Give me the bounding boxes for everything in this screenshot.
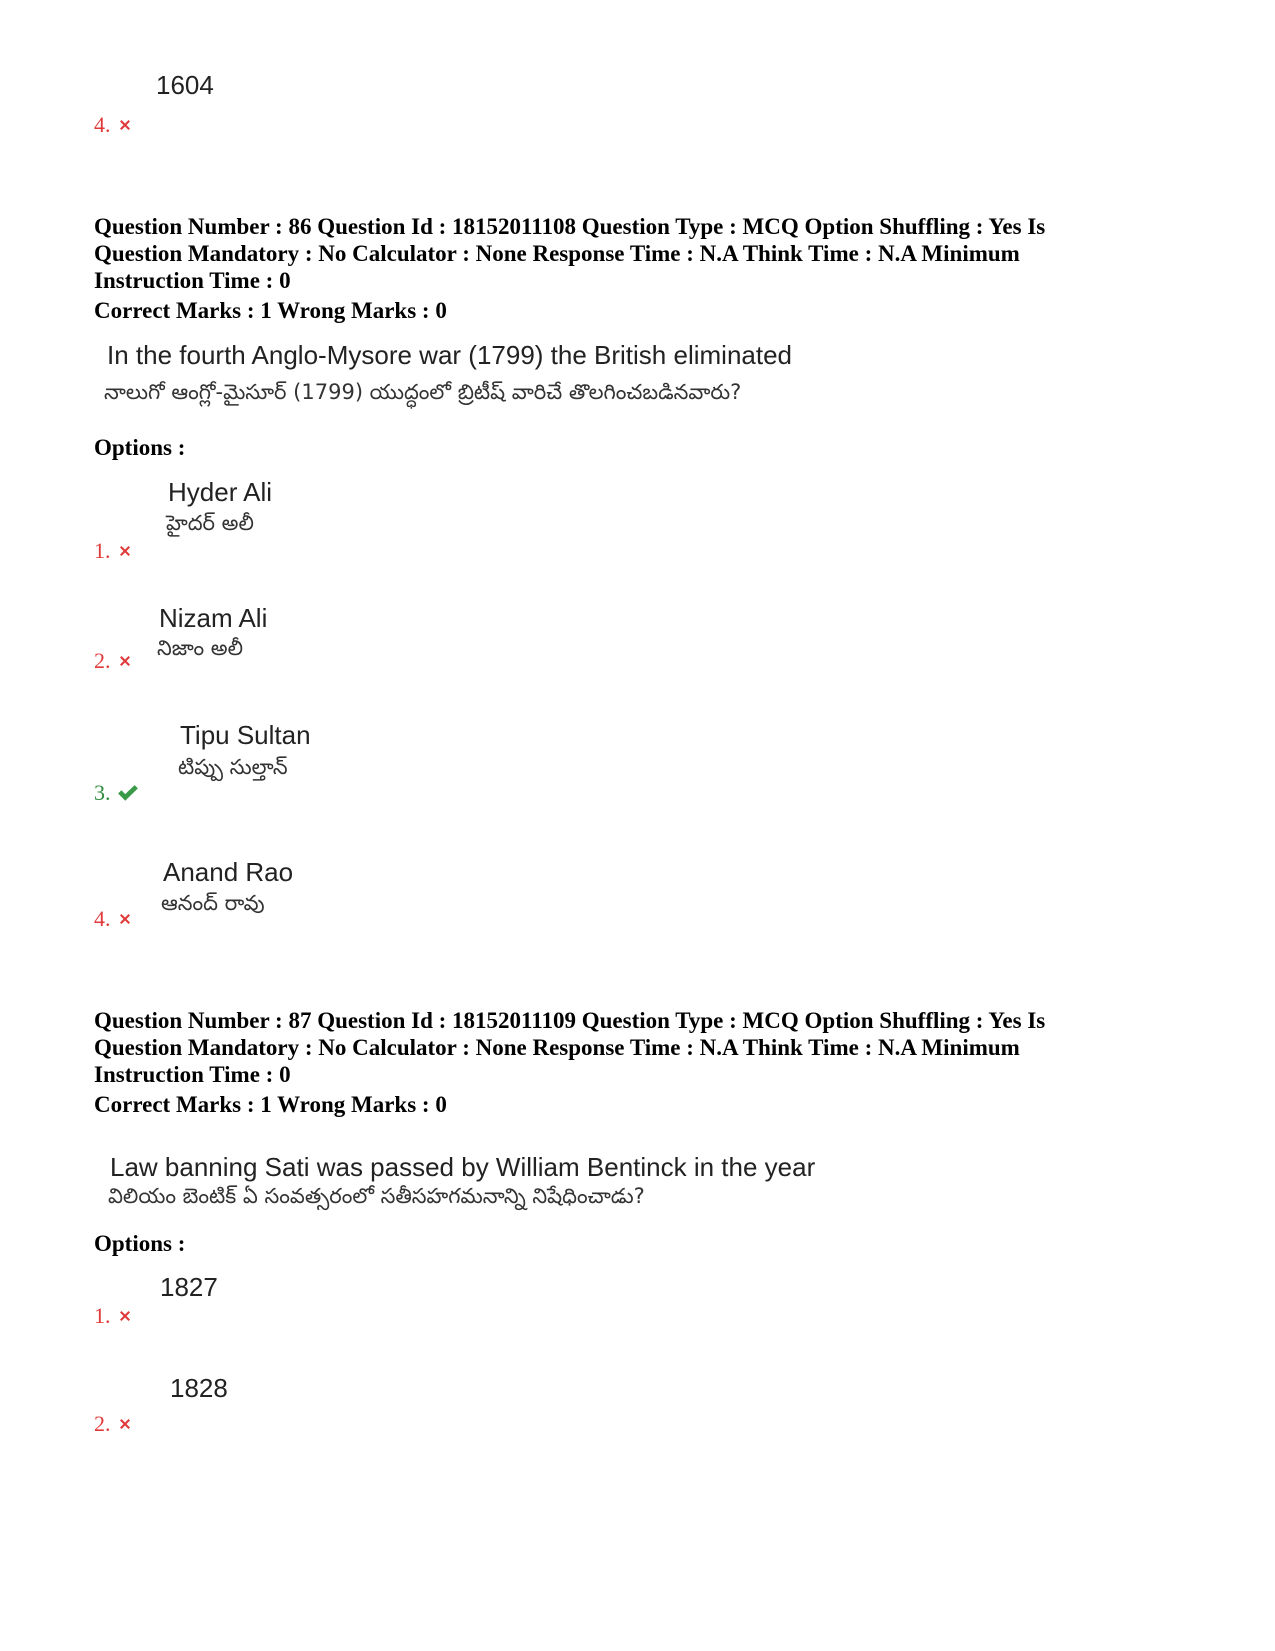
option-text-en: Hyder Ali: [168, 477, 273, 507]
option-text-en: Anand Rao: [163, 857, 294, 887]
option-number-label: 4.: [94, 906, 111, 931]
option-number: [94, 112, 133, 138]
option-number: [94, 538, 133, 564]
question-text-en: Law banning Sati was passed by William Bentinck in the year: [110, 1152, 816, 1182]
cross-icon: [117, 1416, 133, 1432]
option-text: 1604: [156, 70, 214, 100]
option-text-en: Nizam Ali: [159, 603, 268, 633]
question-marks: Correct Marks : 1 Wrong Marks : 0: [94, 298, 447, 323]
question-marks: Correct Marks : 1 Wrong Marks : 0: [94, 1092, 447, 1117]
option-number-label: 2.: [94, 648, 111, 673]
question-text-te: విలియం బెంటిక్ ఏ సంవత్సరంలో సతీసహగమనాన్ని నిషేధించాడు?: [108, 1184, 645, 1208]
option-number: [94, 648, 133, 674]
option-text-te: నిజాం అలీ: [157, 636, 243, 660]
option-number-label: 2.: [94, 1411, 111, 1436]
option-number: [94, 906, 133, 932]
question-meta: Question Number : 87 Question Id : 18152011109 Question Type : MCQ Option Shuffling : Yes Is Question Mandatory : No Calculator : None Response Time : N.A Think Time : N.A Minimum Instruction Time : 0: [94, 1008, 1046, 1087]
option-text-te: ఆనంద్ రావు: [161, 891, 265, 915]
option-number: [94, 1411, 133, 1437]
option-number-label: 1.: [94, 538, 111, 563]
check-icon: [117, 784, 139, 802]
option-number-label: 4.: [94, 112, 111, 137]
options-label: Options :: [94, 1231, 186, 1256]
cross-icon: [117, 653, 133, 669]
question-text-en: In the fourth Anglo-Mysore war (1799) the British eliminated: [107, 340, 793, 370]
options-label: Options :: [94, 435, 186, 460]
question-meta: Question Number : 86 Question Id : 18152011108 Question Type : MCQ Option Shuffling : Yes Is Question Mandatory : No Calculator : None Response Time : N.A Think Time : N.A Minimum Instruction Time : 0: [94, 214, 1046, 293]
cross-icon: [117, 911, 133, 927]
option-number: [94, 1303, 133, 1329]
cross-icon: [117, 1308, 133, 1324]
cross-icon: [117, 117, 133, 133]
option-number-label: 3.: [94, 780, 111, 805]
option-text-te: హైదర్ అలీ: [166, 511, 254, 535]
option-text-en: Tipu Sultan: [180, 720, 311, 750]
option-number: [94, 780, 139, 806]
cross-icon: [117, 543, 133, 559]
option-text-te: టిప్పు సుల్తాన్: [178, 755, 288, 779]
option-number-label: 1.: [94, 1303, 111, 1328]
option-text: 1827: [160, 1272, 218, 1302]
question-text-te: నాలుగో ఆంగ్లో-మైసూర్ (1799) యుద్ధంలో బ్రిటీష్ వారిచే తొలగించబడినవారు?: [104, 380, 742, 404]
option-text: 1828: [170, 1373, 228, 1403]
